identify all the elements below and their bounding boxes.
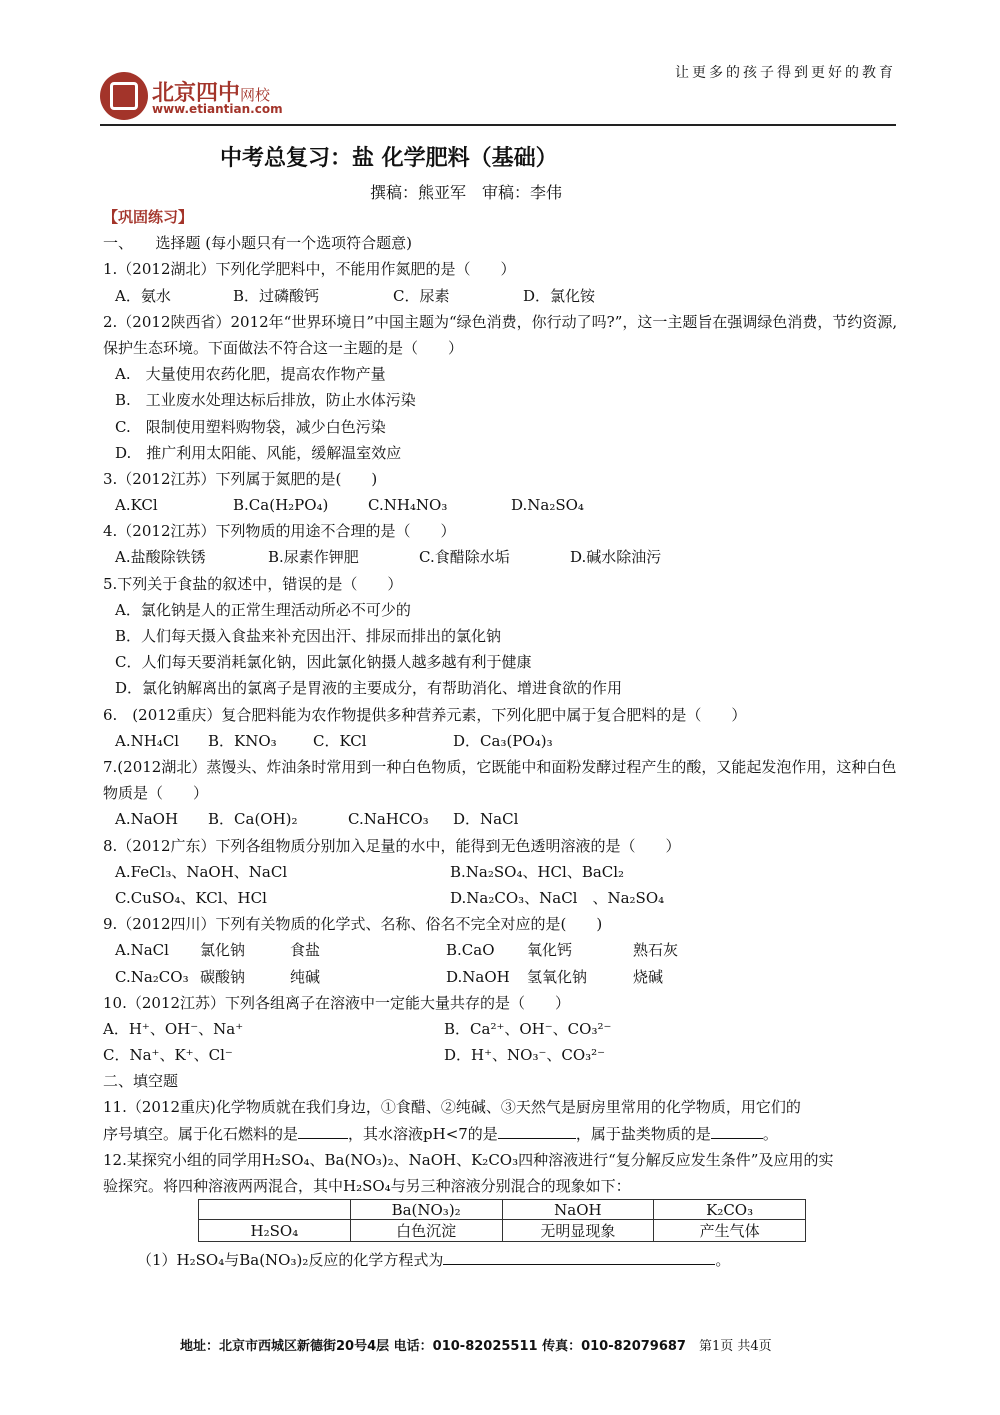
fill-blank[interactable] (298, 1122, 348, 1139)
table-row (199, 1220, 806, 1242)
table-cell: K₂CO₃ (654, 1200, 806, 1220)
q8-stem: 8.（2012广东）下列各组物质分别加入足量的水中，能得到无色透明溶液的是（ ） (103, 836, 681, 855)
option-d-formula: D.NaOH (446, 967, 510, 986)
q2-stem: 2.（2012陕西省）2012年“世界环境日”中国主题为“绿色消费，你行动了吗?”，这一主题旨在强调绿色消费，节约资源,保护生态环境。下面做法不符合这一主题的是（ ） (103, 312, 898, 357)
q5-option-c: C．人们每天要消耗氯化钠，因此氯化钠摄人越多越有利于健康 (115, 653, 532, 672)
table-cell: NaOH (502, 1200, 654, 1220)
q11-line1: 11.（2012重庆)化学物质就在我们身边，①食醋、②纯碱、③天然气是厨房里常用的化学物质，用它们的 (103, 1098, 801, 1117)
option-a-alias: 食盐 (290, 941, 321, 960)
brand-name: 北京四中网校 (152, 81, 271, 106)
option-b: B．Ca(OH)₂ (208, 810, 298, 829)
q8-options-cd (103, 885, 899, 911)
option-b: B．KNO₃ (208, 731, 277, 750)
option-a: A.KCl (115, 496, 158, 515)
q12-line2: 验探究。将四种溶液两两混合，其中H₂SO₄与另三种溶液分别混合的现象如下： (103, 1177, 631, 1195)
q10-stem: 10.（2012江苏）下列各组离子在溶液中一定能大量共存的是（ ） (103, 993, 571, 1012)
option-c: C.食醋除水垢 (419, 548, 510, 567)
q3-options (103, 492, 899, 518)
option-d: D．NaCl (453, 810, 519, 829)
page-title: 中考总复习：盐 化学肥料（基础） (220, 146, 558, 171)
option-d: D．氯化铵 (523, 286, 596, 305)
page-number: 第1页 共4页 (699, 1339, 772, 1354)
q6-stem: 6. (2012重庆）复合肥料能为农作物提供多种营养元素，下列化肥中属于复合肥料的是（ ） (103, 705, 747, 724)
q10-options-ab (103, 1016, 899, 1042)
option-c-name: 碳酸钠 (200, 967, 246, 986)
q9-options-cd (103, 964, 899, 990)
option-b: B．Ca²⁺、OH⁻、CO₃²⁻ (444, 1019, 612, 1038)
q7-stem: 7.(2012湖北）蒸馒头、炸油条时常用到一种白色物质，它既能中和面粉发酵过程产生的酸，又能起发泡作用，这种白色物质是（ ） (103, 757, 897, 803)
table-cell (199, 1200, 351, 1220)
option-c: C．Na⁺、K⁺、Cl⁻ (103, 1046, 233, 1065)
option-d: D.Na₂CO₃、NaCl 、Na₂SO₄ (450, 888, 665, 907)
authors-line: 撰稿：熊亚军 审稿：李伟 (370, 183, 563, 202)
option-c: C.NH₄NO₃ (368, 496, 448, 515)
option-d-alias: 烧碱 (633, 967, 664, 986)
exercise-body (103, 204, 899, 1199)
option-d-name: 氢氧化钠 (527, 967, 588, 986)
q3-stem: 3.（2012江苏）下列属于氮肥的是( ) (103, 469, 378, 488)
q8-options-ab (103, 859, 899, 885)
section-heading: 【巩固练习】 (103, 208, 194, 226)
option-b-formula: B.CaO (446, 941, 495, 960)
q5-option-a: A．氯化钠是人的正常生理活动所必不可少的 (115, 600, 411, 619)
option-d: D.Na₂SO₄ (511, 496, 584, 515)
table-header-row (199, 1200, 806, 1220)
q11-line2: 序号填空。属于化石燃料的是 ，其水溶液pH<7的是 ，属于盐类物质的是 。 (103, 1121, 899, 1147)
table-cell: Ba(NO₃)₂ (350, 1200, 502, 1220)
option-d: D．Ca₃(PO₄)₃ (453, 731, 553, 750)
option-a: A.NaOH (115, 810, 179, 829)
option-b: B．过磷酸钙 (233, 286, 320, 305)
q6-options (103, 728, 899, 754)
table-cell: 产生气体 (654, 1220, 806, 1242)
q1-options (103, 283, 899, 309)
table-cell: H₂SO₄ (199, 1220, 351, 1242)
q9-options-ab (103, 937, 899, 963)
q12-line1: 12.某探究小组的同学用H₂SO₄、Ba(NO₃)₂、NaOH、K₂CO₃四种溶液进行“复分解反应发生条件”及应用的实 (103, 1150, 834, 1169)
header-divider (100, 124, 896, 126)
q5-option-b: B．人们每天摄入食盐来补充因出汗、排尿而排出的氯化钠 (115, 627, 502, 646)
option-c: C.NaHCO₃ (348, 810, 429, 829)
option-a-formula: A.NaCl (115, 941, 169, 960)
option-b: B.Ca(H₂PO₄) (233, 496, 329, 515)
option-c: C．尿素 (393, 286, 450, 305)
q5-option-d: D．氯化钠解离出的氯离子是胃液的主要成分，有帮助消化、增进食欲的作用 (115, 679, 623, 698)
option-d: D.碱水除油污 (570, 548, 662, 567)
q4-stem: 4.（2012江苏）下列物质的用途不合理的是（ ） (103, 522, 456, 541)
part-two-heading: 二、填空题 (103, 1072, 179, 1091)
q10-options-cd (103, 1042, 899, 1068)
q4-options (103, 544, 899, 570)
q9-stem: 9.（2012四川）下列有关物质的化学式、名称、俗名不完全对应的是( ) (103, 915, 603, 934)
fill-blank[interactable] (443, 1248, 715, 1265)
header-slogan: 让更多的孩子得到更好的教育 (675, 65, 896, 81)
option-a: A．氨水 (115, 286, 171, 305)
fill-blank[interactable] (711, 1122, 763, 1139)
option-b: B.Na₂SO₄、HCl、BaCl₂ (450, 862, 625, 881)
option-d: D．H⁺、NO₃⁻、CO₃²⁻ (444, 1046, 606, 1065)
option-c-formula: C.Na₂CO₃ (115, 967, 189, 986)
option-a: A.FeCl₃、NaOH、NaCl (115, 862, 288, 881)
q2-option-a: A. 大量使用农药化肥，提高农作物产量 (115, 365, 386, 384)
option-c: C.CuSO₄、KCl、HCl (115, 888, 267, 907)
fill-blank[interactable] (498, 1122, 576, 1139)
table-cell: 白色沉淀 (350, 1220, 502, 1242)
option-b-alias: 熟石灰 (633, 941, 679, 960)
q5-stem: 5.下列关于食盐的叙述中，错误的是（ ） (103, 574, 403, 593)
q2-option-b: B. 工业废水处理达标后排放，防止水体污染 (115, 391, 416, 410)
option-a: A.盐酸除铁锈 (115, 548, 206, 567)
option-a-name: 氯化钠 (200, 941, 246, 960)
part-one-heading: 一、 选择题 (每小题只有一个选项符合题意) (103, 234, 412, 253)
brand-url: www.etiantian.com (152, 102, 283, 116)
page-footer: 地址：北京市西城区新德街20号4层 电话：010-82025511 传真：010-82079687 第1页 共4页 (180, 1339, 772, 1354)
school-logo-icon (100, 72, 148, 120)
option-a: A.NH₄Cl (115, 731, 180, 750)
table-cell: 无明显现象 (502, 1220, 654, 1242)
option-b: B.尿素作钾肥 (268, 548, 359, 567)
q12-results-table (198, 1199, 806, 1242)
q1-stem: 1.（2012湖北）下列化学肥料中，不能用作氮肥的是（ ） (103, 260, 516, 279)
q7-options (103, 806, 899, 832)
option-c-alias: 纯碱 (290, 967, 321, 986)
q12-sub1: （1）H₂SO₄与Ba(NO₃)₂反应的化学方程式为 。 (137, 1248, 730, 1270)
q2-option-d: D. 推广利用太阳能、风能，缓解温室效应 (115, 443, 402, 462)
q2-option-c: C. 限制使用塑料购物袋，减少白色污染 (115, 417, 386, 436)
option-a: A．H⁺、OH⁻、Na⁺ (103, 1019, 244, 1038)
option-b-name: 氧化钙 (527, 941, 573, 960)
option-c: C．KCl (313, 731, 367, 750)
